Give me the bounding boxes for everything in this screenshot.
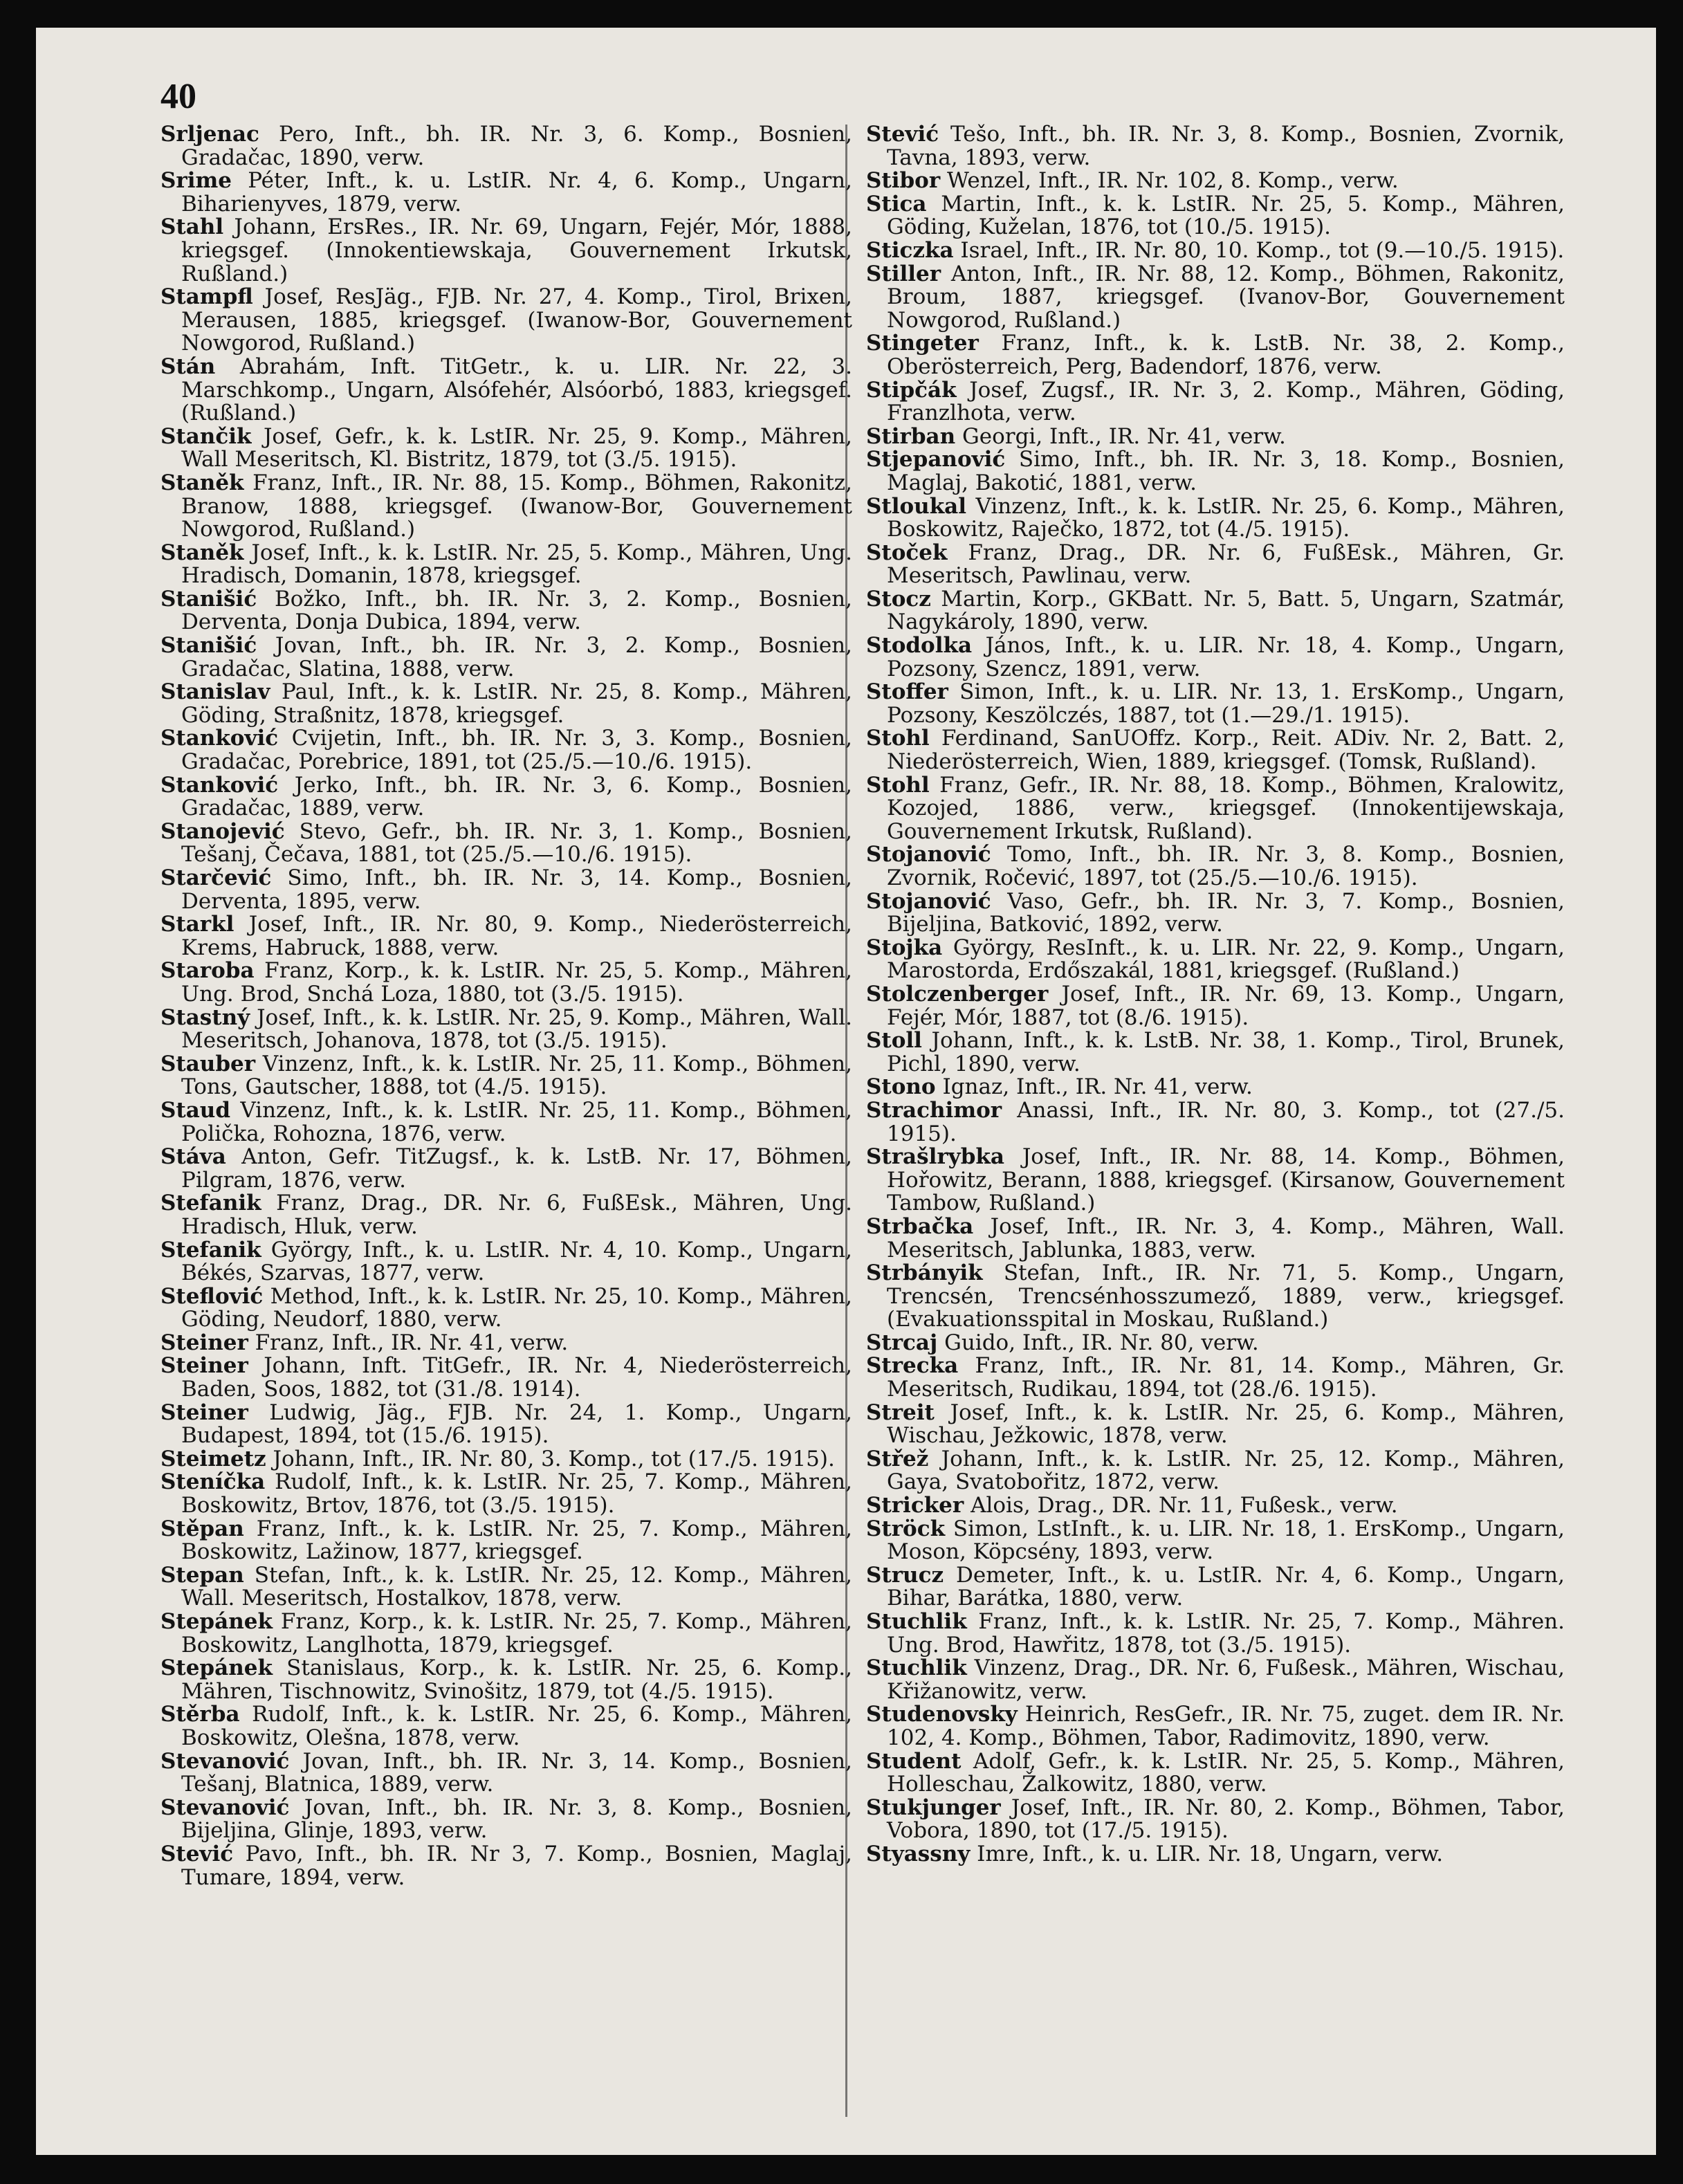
entry-details: Péter, Inft., k. u. LstIR. Nr. 4, 6. Komp., Ungarn, Biharienyves, 1879, verw. <box>181 168 852 217</box>
casualty-entry <box>160 867 852 913</box>
entry-surname: Staněk <box>160 470 244 495</box>
casualty-entry <box>866 774 1565 844</box>
entry-details: Josef, Inft., k. k. LstIR. Nr. 25, 9. Komp., Mähren, Wall. Meseritsch, Johanova, 1878, tot (3./5. 1915). <box>181 1004 852 1054</box>
entry-surname: Stocz <box>866 586 931 612</box>
entry-details: Anassi, Inft., IR. Nr. 80, 3. Komp., tot (27./5. 1915). <box>887 1097 1565 1146</box>
entry-surname: Ströck <box>866 1516 946 1541</box>
casualty-entry <box>160 727 852 773</box>
entry-details: Franz, Inft., IR. Nr. 88, 15. Komp., Böhmen, Rakonitz, Branow, 1888, kriegsgef. (Iwanow-Bor, Gouvernement Nowgorod, Rußland.) <box>181 470 852 542</box>
casualty-entry <box>866 1494 1565 1518</box>
casualty-entry <box>866 495 1565 542</box>
entry-surname: Student <box>866 1748 962 1774</box>
entry-details: Simon, Inft., k. u. LIR. Nr. 13, 1. ErsKomp., Ungarn, Pozsony, Keszölczés, 1887, tot (1.—29./1. 1915). <box>887 679 1565 728</box>
entry-details: Pero, Inft., bh. IR. Nr. 3, 6. Komp., Bosnien, Gradačac, 1890, verw. <box>181 122 852 170</box>
casualty-entry <box>160 1192 852 1238</box>
entry-surname: Stauber <box>160 1051 256 1076</box>
casualty-entry <box>160 681 852 727</box>
entry-details: Martin, Inft., k. k. LstIR. Nr. 25, 5. Komp., Mähren, Göding, Kuželan, 1876, tot (10./5. 1915). <box>887 191 1565 240</box>
entry-surname: Stančik <box>160 423 252 449</box>
entry-surname: Stica <box>866 191 927 217</box>
casualty-entry <box>160 542 852 588</box>
casualty-entry <box>866 379 1565 425</box>
left-column <box>160 123 852 1889</box>
casualty-entry <box>160 1285 852 1332</box>
entry-details: Božko, Inft., bh. IR. Nr. 3, 2. Komp., Bosnien, Derventa, Donja Dubica, 1894, verw. <box>181 586 852 635</box>
casualty-entry <box>160 216 852 286</box>
entry-details: Jovan, Inft., bh. IR. Nr. 3, 8. Komp., Bosnien, Bijeljina, Glinje, 1893, verw. <box>181 1795 852 1844</box>
entry-details: Anton, Gefr. TitZugsf., k. k. LstB. Nr. 17, Böhmen, Pilgram, 1876, verw. <box>181 1144 852 1193</box>
entry-details: Martin, Korp., GKBatt. Nr. 5, Batt. 5, Ungarn, Szatmár, Nagykároly, 1890, verw. <box>887 586 1565 635</box>
casualty-entry <box>160 1471 852 1517</box>
entry-surname: Stepánek <box>160 1655 273 1681</box>
entry-surname: Srime <box>160 168 232 194</box>
casualty-entry <box>866 1076 1565 1099</box>
entry-surname: Strcaj <box>866 1330 938 1355</box>
entry-surname: Stloukal <box>866 493 967 519</box>
entry-details: Cvijetin, Inft., bh. IR. Nr. 3, 3. Komp., Bosnien, Gradačac, Porebrice, 1891, tot (25./5.—10./6. 1915). <box>181 726 852 775</box>
entry-surname: Stiller <box>866 261 941 286</box>
entry-surname: Stohl <box>866 726 930 751</box>
entry-surname: Stepan <box>160 1562 244 1588</box>
entry-surname: Stanišić <box>160 586 257 612</box>
entry-surname: Stojanović <box>866 842 991 868</box>
casualty-entry <box>160 960 852 1006</box>
entry-surname: Stefanik <box>160 1237 261 1263</box>
entry-surname: Stoll <box>866 1028 922 1054</box>
entry-details: Georgi, Inft., IR. Nr. 41, verw. <box>955 423 1286 449</box>
entry-details: Paul, Inft., k. k. LstIR. Nr. 25, 8. Komp., Mähren, Göding, Straßnitz, 1878, kriegsgef. <box>181 679 852 728</box>
casualty-entry <box>160 1611 852 1657</box>
entry-surname: Steiner <box>160 1353 248 1379</box>
page-number: 40 <box>160 77 196 116</box>
entry-details: Simon, LstInft., k. u. LIR. Nr. 18, 1. ErsKomp., Ungarn, Moson, Köpcsény, 1893, verw. <box>887 1516 1565 1565</box>
entry-details: Ferdinand, SanUOffz. Korp., Reit. ADiv. Nr. 2, Batt. 2, Niederösterreich, Wien, 1889, kriegsgef. (Tomsk, Rußland). <box>887 726 1565 775</box>
entry-details: Anton, Inft., IR. Nr. 88, 12. Komp., Böhmen, Rakonitz, Broum, 1887, kriegsgef. (Ivanov-Bor, Gouvernement Nowgorod, Rußland.) <box>887 261 1565 333</box>
entry-details: Johann, Inft., IR. Nr. 80, 3. Komp., tot (17./5. 1915). <box>266 1446 835 1471</box>
casualty-entry <box>160 356 852 425</box>
entry-details: Ignaz, Inft., IR. Nr. 41, verw. <box>935 1074 1253 1100</box>
entry-surname: Stricker <box>866 1493 964 1518</box>
entry-details: Josef, Zugsf., IR. Nr. 3, 2. Komp., Mähren, Göding, Franzlhota, verw. <box>887 377 1565 426</box>
entry-surname: Steimetz <box>160 1446 266 1471</box>
entry-details: Rudolf, Inft., k. k. LstIR. Nr. 25, 7. Komp., Mähren, Boskowitz, Brtov, 1876, tot (3./5. 1915). <box>181 1469 852 1518</box>
entry-details: Vinzenz, Inft., k. k. LstIR. Nr. 25, 11. Komp., Böhmen, Polička, Rohozna, 1876, verw. <box>181 1097 852 1146</box>
entry-details: Jovan, Inft., bh. IR. Nr. 3, 14. Komp., Bosnien, Tešanj, Blatnica, 1889, verw. <box>181 1748 852 1797</box>
entry-surname: Stevanović <box>160 1795 290 1820</box>
entry-surname: Steiner <box>160 1400 248 1425</box>
casualty-entry <box>160 1355 852 1401</box>
entry-details: Franz, Drag., DR. Nr. 6, FußEsk., Mähren, Gr. Meseritsch, Pawlinau, verw. <box>887 540 1565 589</box>
entry-surname: Stuchlik <box>866 1655 967 1681</box>
entry-details: Alois, Drag., DR. Nr. 11, Fußesk., verw. <box>964 1493 1398 1518</box>
entry-details: Stevo, Gefr., bh. IR. Nr. 3, 1. Komp., Bosnien, Tešanj, Čečava, 1881, tot (25./5.—10./6. 1915). <box>181 818 852 868</box>
entry-details: Israel, Inft., IR. Nr. 80, 10. Komp., tot (9.—10./5. 1915). <box>953 237 1565 263</box>
entry-surname: Styassny <box>866 1841 971 1866</box>
entry-surname: Stojanović <box>866 888 991 914</box>
casualty-entry <box>866 1518 1565 1564</box>
casualty-entry <box>866 448 1565 495</box>
entry-details: Vaso, Gefr., bh. IR. Nr. 3, 7. Komp., Bosnien, Bijeljina, Batković, 1892, verw. <box>887 888 1565 937</box>
entry-surname: Strbányik <box>866 1260 983 1286</box>
casualty-entry <box>866 1029 1565 1076</box>
casualty-entry <box>160 1239 852 1285</box>
entry-surname: Stolczenberger <box>866 981 1049 1007</box>
casualty-entry <box>160 169 852 216</box>
entry-details: Adolf, Gefr., k. k. LstIR. Nr. 25, 5. Komp., Mähren, Holleschau, Žalkowitz, 1880, verw. <box>887 1748 1565 1797</box>
entry-details: Josef, Inft., k. k. LstIR. Nr. 25, 5. Komp., Mähren, Ung. Hradisch, Domanin, 1878, kriegsgef. <box>181 540 852 589</box>
casualty-entry <box>866 727 1565 773</box>
casualty-entry <box>866 1611 1565 1657</box>
entry-surname: Stukjunger <box>866 1795 1001 1820</box>
casualty-entry <box>866 983 1565 1029</box>
entry-surname: Stáva <box>160 1144 226 1170</box>
entry-surname: Stahl <box>160 214 224 240</box>
entry-details: Stanislaus, Korp., k. k. LstIR. Nr. 25, 6. Komp., Mähren, Tischnowitz, Svinošitz, 1879, tot (4./5. 1915). <box>181 1655 852 1704</box>
entry-details: Franz, Inft., k. k. LstIR. Nr. 25, 7. Komp., Mähren. Ung. Brod, Hawřitz, 1878, tot (3./5. 1915). <box>887 1609 1565 1658</box>
casualty-entry <box>866 890 1565 937</box>
entry-surname: Stjepanović <box>866 447 1006 472</box>
entry-details: Stefan, Inft., k. k. LstIR. Nr. 25, 12. Komp., Mähren, Wall. Meseritsch, Hostalkov, 1878, verw. <box>181 1562 852 1611</box>
entry-details: Vinzenz, Inft., k. k. LstIR. Nr. 25, 6. Komp., Mähren, Boskowitz, Raječko, 1872, tot (4./5. 1915). <box>887 493 1565 542</box>
casualty-entry <box>160 1843 852 1889</box>
entry-details: Franz, Drag., DR. Nr. 6, FußEsk., Mähren, Ung. Hradisch, Hluk, verw. <box>181 1191 852 1239</box>
casualty-entry <box>160 1332 852 1355</box>
entry-surname: Strbačka <box>866 1213 974 1239</box>
casualty-entry <box>866 937 1565 983</box>
casualty-entry <box>160 1004 852 1054</box>
entry-surname: Stono <box>866 1074 936 1100</box>
entry-surname: Stefanik <box>160 1191 261 1216</box>
casualty-entry <box>160 1797 852 1843</box>
scanned-page <box>36 28 1656 2155</box>
entry-surname: Stibor <box>866 168 941 194</box>
casualty-entry <box>160 588 852 634</box>
entry-surname: Steiner <box>160 1330 248 1355</box>
entry-details: Method, Inft., k. k. LstIR. Nr. 25, 10. Komp., Mähren, Göding, Neudorf, 1880, verw. <box>181 1283 852 1332</box>
casualty-entry <box>866 1099 1565 1146</box>
entry-details: Johann, ErsRes., IR. Nr. 69, Ungarn, Fejér, Mór, 1888, kriegsgef. (Innokentiewskaja, Gouvernement Irkutsk, Rußland.) <box>181 214 852 286</box>
entry-surname: Steflović <box>160 1283 264 1309</box>
entry-details: Josef, Inft., IR. Nr. 80, 2. Komp., Böhmen, Tabor, Vobora, 1890, tot (17./5. 1915). <box>887 1795 1565 1844</box>
casualty-entry <box>160 425 852 472</box>
entry-details: Josef, Inft., IR. Nr. 88, 14. Komp., Böhmen, Hořowitz, Berann, 1888, kriegsgef. (Kirsanow, Gouvernement Tambow, Rußland.) <box>887 1144 1565 1216</box>
entry-details: Vinzenz, Drag., DR. Nr. 6, Fußesk., Mähren, Wischau, Křižanowitz, verw. <box>887 1655 1565 1704</box>
entry-surname: Stanković <box>160 726 279 751</box>
entry-details: Josef, Inft., IR. Nr. 69, 13. Komp., Ungarn, Fejér, Mór, 1887, tot (8./6. 1915). <box>887 981 1565 1030</box>
entry-surname: Stanković <box>160 772 279 798</box>
entry-details: Vinzenz, Inft., k. k. LstIR. Nr. 25, 11. Komp., Böhmen, Tons, Gautscher, 1888, tot (4./5. 1915). <box>181 1051 852 1100</box>
entry-surname: Stastný <box>160 1004 250 1030</box>
entry-surname: Staněk <box>160 540 244 565</box>
casualty-entry <box>866 1448 1565 1494</box>
entry-details: Rudolf, Inft., k. k. LstIR. Nr. 25, 6. Komp., Mähren, Boskowitz, Olešna, 1878, verw. <box>181 1702 852 1750</box>
entry-details: Johann, Inft. TitGefr., IR. Nr. 4, Niederösterreich, Baden, Soos, 1882, tot (31./8. 1914). <box>181 1353 852 1402</box>
entry-surname: Stodolka <box>866 633 973 659</box>
entry-surname: Streit <box>866 1400 935 1425</box>
entry-surname: Stoček <box>866 540 948 565</box>
casualty-entry <box>866 169 1565 193</box>
entry-details: Franz, Korp., k. k. LstIR. Nr. 25, 5. Komp., Mähren, Ung. Brod, Snchá Loza, 1880, tot (3./5. 1915). <box>181 958 852 1007</box>
entry-surname: Stěpan <box>160 1516 244 1541</box>
casualty-entry <box>866 1564 1565 1611</box>
entry-details: Franz, Korp., k. k. LstIR. Nr. 25, 7. Komp., Mähren, Boskowitz, Langlhotta, 1879, kriegsgef. <box>181 1609 852 1658</box>
entry-details: Josef, Inft., IR. Nr. 3, 4. Komp., Mähren, Wall. Meseritsch, Jablunka, 1883, verw. <box>887 1213 1565 1263</box>
entry-details: Franz, Inft., IR. Nr. 81, 14. Komp., Mähren, Gr. Meseritsch, Rudikau, 1894, tot (28./6. 1915). <box>887 1353 1565 1402</box>
entry-details: Tešo, Inft., bh. IR. Nr. 3, 8. Komp., Bosnien, Zvornik, Tavna, 1893, verw. <box>887 122 1565 170</box>
entry-details: Josef, ResJäg., FJB. Nr. 27, 4. Komp., Tirol, Brixen, Merausen, 1885, kriegsgef. (Iwanow-Bor, Gouvernement Nowgorod, Rußland.) <box>181 284 852 356</box>
casualty-entry <box>160 1703 852 1750</box>
casualty-entry <box>160 1402 852 1448</box>
casualty-entry <box>160 1146 852 1192</box>
casualty-entry <box>160 820 852 867</box>
casualty-entry <box>866 263 1565 333</box>
entry-details: Tomo, Inft., bh. IR. Nr. 3, 8. Komp., Bosnien, Zvornik, Ročević, 1897, tot (25./5.—10./6. 1915). <box>887 842 1565 890</box>
entry-surname: Staud <box>160 1097 231 1123</box>
entry-surname: Strašlrybka <box>866 1144 1004 1170</box>
entry-surname: Stepánek <box>160 1609 273 1634</box>
casualty-entry <box>866 843 1565 890</box>
casualty-entry <box>866 1332 1565 1355</box>
entry-details: Guido, Inft., IR. Nr. 80, verw. <box>937 1330 1259 1355</box>
entry-details: Stefan, Inft., IR. Nr. 71, 5. Komp., Ungarn, Trencsén, Trencsénhosszumező, 1889, verw., kriegsgef. (Evakuationsspital in Moskau, Rußland.) <box>887 1260 1565 1332</box>
casualty-entry <box>866 1657 1565 1703</box>
casualty-entry <box>160 634 852 681</box>
casualty-entry <box>866 1402 1565 1448</box>
casualty-entry <box>160 1657 852 1703</box>
entry-surname: Sticzka <box>866 237 954 263</box>
casualty-entry <box>866 1262 1565 1332</box>
entry-surname: Stán <box>160 354 216 379</box>
entry-surname: Starkl <box>160 912 234 937</box>
entry-details: Jerko, Inft., bh. IR. Nr. 3, 6. Komp., Bosnien, Gradačac, 1889, verw. <box>181 772 852 821</box>
entry-details: Josef, Inft., IR. Nr. 80, 9. Komp., Niederösterreich, Krems, Habruck, 1888, verw. <box>181 912 852 960</box>
entry-details: Johann, Inft., k. k. LstB. Nr. 38, 1. Komp., Tirol, Brunek, Pichl, 1890, verw. <box>887 1028 1565 1076</box>
casualty-entry <box>866 542 1565 588</box>
entry-surname: Strecka <box>866 1353 959 1379</box>
casualty-entry <box>866 681 1565 727</box>
entry-surname: Stanislav <box>160 679 270 705</box>
entry-surname: Stojka <box>866 935 943 960</box>
entry-details: Josef, Inft., k. k. LstIR. Nr. 25, 6. Komp., Mähren, Wischau, Ježkowic, 1878, verw. <box>887 1400 1565 1449</box>
casualty-entry <box>160 1750 852 1797</box>
casualty-entry <box>866 1215 1565 1262</box>
entry-details: Wenzel, Inft., IR. Nr. 102, 8. Komp., verw. <box>940 168 1399 194</box>
entry-surname: Stingeter <box>866 331 979 356</box>
entry-details: Heinrich, ResGefr., IR. Nr. 75, zuget. dem IR. Nr. 102, 4. Komp., Böhmen, Tabor, Radimovitz, 1890, verw. <box>887 1702 1565 1750</box>
casualty-entry <box>160 913 852 960</box>
casualty-entry <box>866 1703 1565 1750</box>
casualty-entry <box>866 193 1565 239</box>
casualty-entry <box>866 1146 1565 1215</box>
casualty-entry <box>866 425 1565 449</box>
entry-surname: Stevanović <box>160 1748 290 1774</box>
casualty-entry <box>160 286 852 356</box>
entry-details: Abrahám, Inft. TitGetr., k. u. LIR. Nr. 22, 3. Marschkomp., Ungarn, Alsófehér, Alsóorbó, 1883, kriegsgef. (Rußland.) <box>181 354 852 426</box>
casualty-entry <box>866 332 1565 378</box>
casualty-entry <box>866 1797 1565 1843</box>
entry-details: János, Inft., k. u. LIR. Nr. 18, 4. Komp., Ungarn, Pozsony, Szencz, 1891, verw. <box>887 633 1565 681</box>
right-column <box>866 123 1565 1866</box>
casualty-entry <box>160 1448 852 1471</box>
casualty-entry <box>866 123 1565 169</box>
entry-details: Jovan, Inft., bh. IR. Nr. 3, 2. Komp., Bosnien, Gradačac, Slatina, 1888, verw. <box>181 633 852 681</box>
entry-details: Franz, Inft., k. k. LstB. Nr. 38, 2. Komp., Oberösterreich, Perg, Badendorf, 1876, verw. <box>887 331 1565 379</box>
entry-details: Ludwig, Jäg., FJB. Nr. 24, 1. Komp., Ungarn, Budapest, 1894, tot (15./6. 1915). <box>181 1400 852 1449</box>
casualty-entry <box>160 472 852 542</box>
entry-details: Imre, Inft., k. u. LIR. Nr. 18, Ungarn, verw. <box>970 1841 1444 1866</box>
entry-details: Pavo, Inft., bh. IR. Nr 3, 7. Komp., Bosnien, Maglaj, Tumare, 1894, verw. <box>181 1841 852 1890</box>
entry-surname: Staroba <box>160 958 255 984</box>
entry-details: György, ResInft., k. u. LIR. Nr. 22, 9. Komp., Ungarn, Marostorda, Erdőszakál, 1881, kriegsgef. (Rußland.) <box>887 935 1565 984</box>
entry-details: Josef, Gefr., k. k. LstIR. Nr. 25, 9. Komp., Mähren, Wall Meseritsch, Kl. Bistritz, 1879, tot (3./5. 1915). <box>181 423 852 472</box>
entry-surname: Stuchlik <box>866 1609 967 1634</box>
entry-surname: Stirban <box>866 423 956 449</box>
casualty-entry <box>160 1564 852 1611</box>
entry-surname: Stipčák <box>866 377 957 403</box>
entry-surname: Stanojević <box>160 818 285 844</box>
casualty-entry <box>866 634 1565 681</box>
casualty-entry <box>160 1053 852 1099</box>
entry-surname: Stohl <box>866 772 930 798</box>
entry-surname: Stěrba <box>160 1702 240 1727</box>
entry-surname: Strachimor <box>866 1097 1002 1123</box>
casualty-entry <box>866 1355 1565 1401</box>
casualty-entry <box>160 123 852 169</box>
entry-surname: Srljenac <box>160 122 259 147</box>
entry-surname: Střež <box>866 1446 929 1471</box>
casualty-entry <box>866 1843 1565 1866</box>
entry-details: Simo, Inft., bh. IR. Nr. 3, 18. Komp., Bosnien, Maglaj, Bakotić, 1881, verw. <box>887 447 1565 495</box>
entry-details: György, Inft., k. u. LstIR. Nr. 4, 10. Komp., Ungarn, Békés, Szarvas, 1877, verw. <box>181 1237 852 1286</box>
casualty-entry <box>160 1099 852 1146</box>
entry-details: Simo, Inft., bh. IR. Nr. 3, 14. Komp., Bosnien, Derventa, 1895, verw. <box>181 865 852 914</box>
entry-surname: Stanišić <box>160 633 257 659</box>
casualty-entry <box>866 588 1565 634</box>
casualty-entry <box>160 774 852 820</box>
entry-surname: Stević <box>160 1841 234 1866</box>
entry-surname: Stampfl <box>160 284 253 310</box>
entry-details: Franz, Gefr., IR. Nr. 88, 18. Komp., Böhmen, Kralowitz, Kozojed, 1886, verw., kriegsgef. (Innokentijewskaja, Gouvernement Irkutsk, Rußland). <box>887 772 1565 844</box>
entry-details: Franz, Inft., IR. Nr. 41, verw. <box>248 1330 569 1355</box>
casualty-entry <box>866 239 1565 263</box>
entry-details: Demeter, Inft., k. u. LstIR. Nr. 4, 6. Komp., Ungarn, Bihar, Barátka, 1880, verw. <box>887 1562 1565 1611</box>
casualty-entry <box>866 1750 1565 1797</box>
entry-surname: Strucz <box>866 1562 944 1588</box>
casualty-entry <box>160 1518 852 1564</box>
entry-surname: Starčević <box>160 865 272 890</box>
entry-surname: Stoffer <box>866 679 948 705</box>
entry-surname: Stević <box>866 122 939 147</box>
entry-details: Franz, Inft., k. k. LstIR. Nr. 25, 7. Komp., Mähren, Boskowitz, Lažinow, 1877, kriegsgef. <box>181 1516 852 1565</box>
entry-surname: Steníčka <box>160 1469 266 1495</box>
entry-surname: Studenovsky <box>866 1702 1018 1727</box>
entry-details: Johann, Inft., k. k. LstIR. Nr. 25, 12. Komp., Mähren, Gaya, Svatobořitz, 1872, verw. <box>887 1446 1565 1495</box>
